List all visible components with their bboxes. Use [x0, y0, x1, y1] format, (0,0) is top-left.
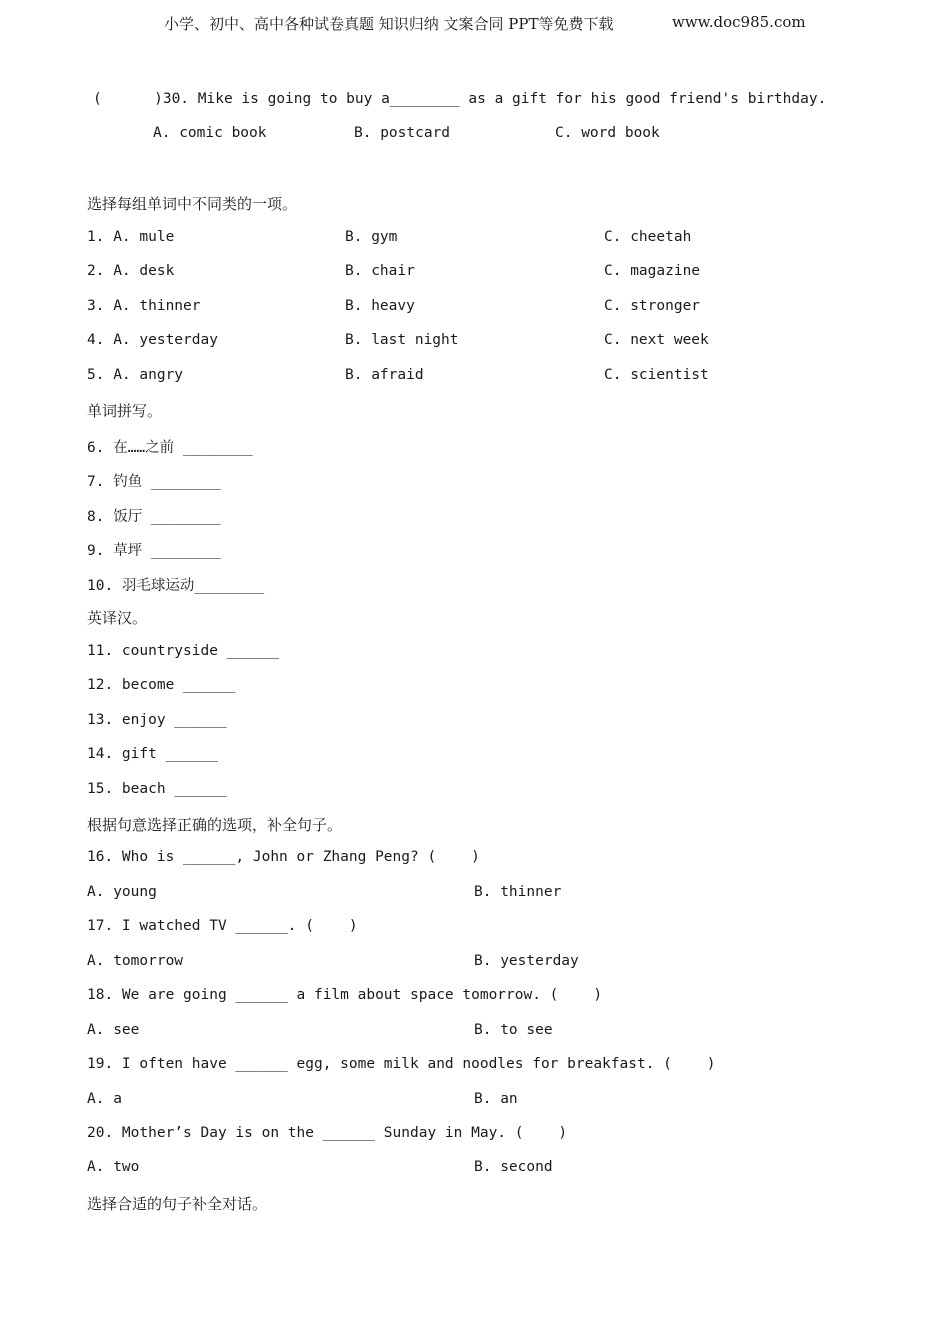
question-option-b: B. to see — [474, 1022, 553, 1038]
list-item: 13. enjoy ______ — [87, 712, 227, 728]
list-item: 4. A. yesterday — [87, 332, 218, 348]
list-item: C. scientist — [604, 367, 709, 383]
question-stem: 16. Who is ______, John or Zhang Peng? ( ) — [87, 849, 480, 865]
list-item: 3. A. thinner — [87, 298, 201, 314]
question-option-a: A. see — [87, 1022, 140, 1038]
question-option-b: B. yesterday — [474, 953, 579, 969]
header-banner-text: 小学、初中、高中各种试卷真题 知识归纳 文案合同 PPT等免费下载 — [164, 15, 614, 33]
section-title-spelling: 单词拼写。 — [87, 402, 163, 420]
question-option-b: B. an — [474, 1091, 518, 1107]
question-stem: 17. I watched TV ______. ( ) — [87, 918, 358, 934]
list-item: C. cheetah — [604, 229, 692, 245]
list-item: B. heavy — [345, 298, 415, 314]
list-item: 14. gift ______ — [87, 746, 218, 762]
list-item: 5. A. angry — [87, 367, 184, 383]
question-option-b: B. second — [474, 1159, 553, 1175]
list-item: C. stronger — [604, 298, 701, 314]
list-item: 2. A. desk — [87, 263, 175, 279]
question-option-a: A. a — [87, 1091, 122, 1107]
question-stem: 19. I often have ______ egg, some milk and noodles for breakfast. ( ) — [87, 1056, 716, 1072]
list-item: B. afraid — [345, 367, 424, 383]
list-item: B. gym — [345, 229, 398, 245]
list-item: 9. 草坪 ________ — [87, 543, 221, 559]
list-item: 15. beach ______ — [87, 781, 227, 797]
list-item: 8. 饭厅 ________ — [87, 509, 221, 525]
list-item: 6. 在……之前 ________ — [87, 440, 253, 456]
question-option-b: B. thinner — [474, 884, 562, 900]
section-title-dialogue: 选择合适的句子补全对话。 — [87, 1195, 268, 1213]
question-30-option-b: B. postcard — [354, 125, 451, 141]
list-item: B. chair — [345, 263, 415, 279]
header-website-link[interactable]: www.doc985.com — [672, 13, 806, 31]
question-option-a: A. two — [87, 1159, 140, 1175]
question-stem: 20. Mother’s Day is on the ______ Sunday in May. ( ) — [87, 1125, 568, 1141]
question-30-option-a: A. comic book — [153, 125, 267, 141]
section-title-translation: 英译汉。 — [87, 609, 148, 627]
question-option-a: A. tomorrow — [87, 953, 184, 969]
list-item: 12. become ______ — [87, 677, 236, 693]
list-item: C. next week — [604, 332, 709, 348]
list-item: C. magazine — [604, 263, 701, 279]
list-item: B. last night — [345, 332, 459, 348]
question-option-a: A. young — [87, 884, 157, 900]
question-30-option-c: C. word book — [555, 125, 660, 141]
question-30-stem: ( )30. Mike is going to buy a________ as a gift for his good friend's birthday. — [93, 91, 827, 107]
question-stem: 18. We are going ______ a film about space tomorrow. ( ) — [87, 987, 603, 1003]
list-item: 7. 钓鱼 ________ — [87, 474, 221, 490]
section-title-odd-one-out: 选择每组单词中不同类的一项。 — [87, 195, 298, 213]
list-item: 11. countryside ______ — [87, 643, 280, 659]
section-title-complete-sentences: 根据句意选择正确的选项，补全句子。 — [87, 816, 343, 834]
list-item: 1. A. mule — [87, 229, 175, 245]
list-item: 10. 羽毛球运动________ — [87, 578, 265, 594]
